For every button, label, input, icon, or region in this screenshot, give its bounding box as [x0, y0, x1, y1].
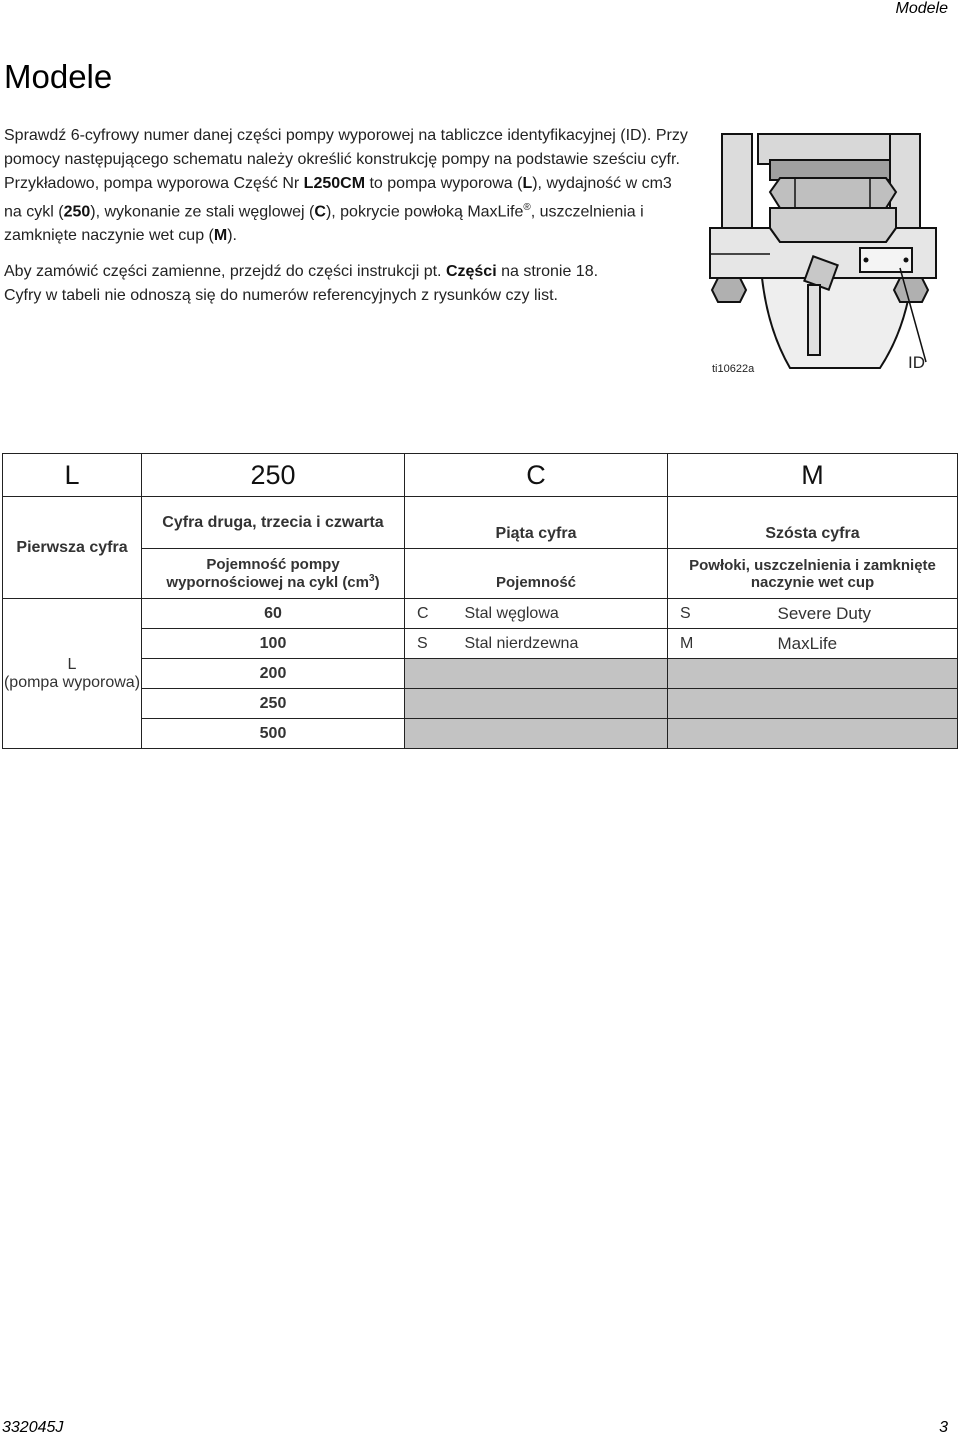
coating-name: Severe Duty — [778, 599, 958, 629]
intro-text — [4, 124, 694, 320]
code-digit-5: C — [405, 454, 668, 497]
code-digit-1: L — [3, 454, 142, 497]
material-name: Stal węglowa — [465, 599, 668, 629]
code-digits-2-4: 250 — [142, 454, 405, 497]
empty-cell — [668, 659, 958, 689]
table-row — [3, 719, 958, 749]
empty-cell — [405, 659, 668, 689]
intro-paragraph-2: Aby zamówić części zamienne, przejdź do części instrukcji pt. Części na stronie 18. Cyfry w tabeli nie odnoszą się do numerów referencyjnych z rysunków czy list. — [4, 263, 599, 305]
first-digit-cell: L (pompa wyporowa) — [3, 599, 142, 749]
table-row — [3, 599, 958, 629]
intro-paragraph-1: Sprawdź 6-cyfrowy numer danej części pompy wyporowej na tabliczce identyfikacyjnej (ID). Przy pomocy następującego schematu należy określić konstrukcję pompy na podstawie sześciu cyfr. Przykładowo, pompa wyporowa Część Nr L250CM to pompa wyporowa (L), wydajność w cm3 na cykl (250), wykonanie ze stali węglowej (C), pokrycie powłoką MaxLife®, uszczelnienia i zamknięte naczynie wet cup (M). — [4, 127, 688, 245]
column-header-row — [3, 497, 958, 549]
empty-cell — [405, 719, 668, 749]
volume-value: 500 — [142, 719, 405, 749]
coating-name: MaxLife — [778, 629, 958, 659]
volume-value: 250 — [142, 689, 405, 719]
empty-cell — [405, 689, 668, 719]
page-title: Modele — [4, 58, 113, 95]
volume-subheader: Pojemność pompy wypornościowej na cykl $(cm^3)$ — [142, 549, 405, 599]
sixth-digit-header: Szósta cyfra — [668, 497, 958, 549]
code-digit-6: M — [668, 454, 958, 497]
running-header: Modele — [895, 0, 948, 17]
column-subheader-row — [3, 549, 958, 599]
volume-value: 200 — [142, 659, 405, 689]
figure-id-label: ID — [908, 353, 925, 372]
material-code: S — [405, 629, 465, 659]
first-digit-header: Pierwsza cyfra — [3, 497, 142, 599]
figure-caption: ti10622a — [712, 363, 755, 375]
coating-subheader: Powłoki, uszczelnienia i zamknięte naczynie wet cup — [668, 549, 958, 599]
code-header-row — [3, 454, 958, 497]
table-row — [3, 659, 958, 689]
volume-value: 60 — [142, 599, 405, 629]
material-code: C — [405, 599, 465, 629]
model-code-table — [2, 453, 958, 749]
volume-value: 100 — [142, 629, 405, 659]
empty-cell — [668, 719, 958, 749]
coating-code: M — [668, 629, 778, 659]
coating-code: S — [668, 599, 778, 629]
pump-id-plate-illustration — [700, 130, 940, 380]
empty-cell — [668, 689, 958, 719]
table-row — [3, 629, 958, 659]
page-number: 3 — [939, 1419, 948, 1436]
material-subheader: Pojemność — [405, 549, 668, 599]
document-number: 332045J — [2, 1419, 64, 1436]
second-digit-header: Cyfra druga, trzecia i czwarta — [142, 497, 405, 549]
table-row — [3, 689, 958, 719]
material-name: Stal nierdzewna — [465, 629, 668, 659]
fifth-digit-header: Piąta cyfra — [405, 497, 668, 549]
